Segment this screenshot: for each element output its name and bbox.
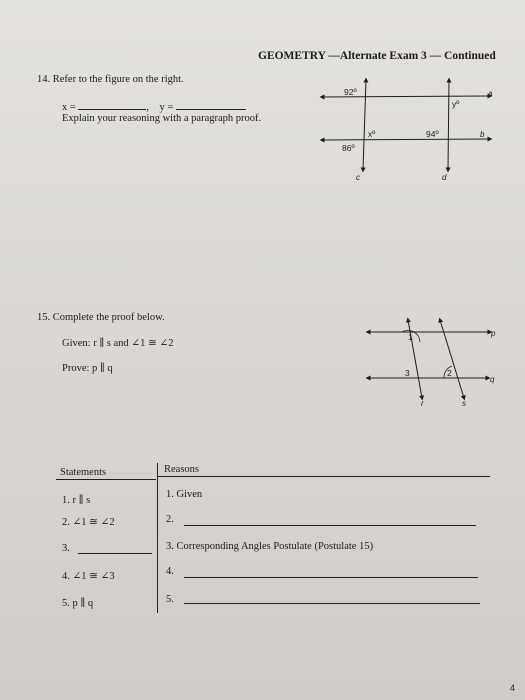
line-p-label: p: [491, 329, 496, 338]
line-b-label: b: [480, 130, 485, 139]
line-d: [448, 80, 449, 170]
line-c: [363, 80, 366, 170]
page-number: 4: [510, 683, 516, 693]
statement-4: 4. ∠1 ≅ ∠3: [62, 571, 115, 582]
reason-2-blank[interactable]: [184, 525, 476, 526]
statement-2: 2. ∠1 ≅ ∠2: [62, 517, 115, 528]
reason-4-blank[interactable]: [184, 577, 478, 578]
statement-5: 5. p ∥ q: [62, 598, 94, 609]
reason-2: 2.: [166, 514, 174, 525]
line-q-label: q: [490, 375, 495, 384]
angle-x-label: xº: [368, 129, 376, 139]
x-label: x =: [62, 102, 76, 113]
angle3-label: 3: [405, 368, 410, 378]
reason-5: 5.: [166, 594, 174, 605]
line-d-label: d: [442, 173, 447, 182]
y-label: y =: [159, 102, 174, 113]
q15-figure: [0, 290, 525, 420]
reason-3: 3. Corresponding Angles Postulate (Postulate 15): [166, 541, 374, 552]
q15-prove: Prove: p ∥ q: [62, 363, 113, 374]
statements-header-rule: [56, 479, 156, 480]
reason-5-blank[interactable]: [184, 603, 480, 604]
angle-86-label: 86º: [342, 143, 355, 153]
q15-prompt: 15. Complete the proof below.: [37, 312, 165, 323]
reason-1: 1. Given: [166, 489, 203, 500]
separator: ,: [146, 102, 150, 113]
line-s-label: s: [462, 399, 466, 408]
statement-1: 1. r ∥ s: [62, 495, 91, 506]
reasons-header-rule: [158, 476, 490, 477]
q14-prompt: 14. Refer to the figure on the right.: [37, 74, 184, 85]
statement-3: 3.: [62, 543, 70, 554]
line-a-label: a: [488, 89, 493, 98]
reasons-header: Reasons: [164, 464, 199, 475]
page-header: GEOMETRY —Alternate Exam 3 — Continued: [258, 50, 496, 62]
q14-explain: Explain your reasoning with a paragraph proof.: [62, 113, 262, 124]
statements-header: Statements: [60, 467, 107, 478]
line-c-label: c: [356, 173, 360, 182]
table-divider: [157, 463, 158, 613]
line-b: [322, 139, 490, 140]
reason-4: 4.: [166, 566, 174, 577]
angle2-label: 2: [447, 368, 452, 378]
q15-given: Given: r ∥ s and ∠1 ≅ ∠2: [62, 338, 174, 349]
q14-figure: [0, 0, 525, 260]
angle-94-label: 94º: [426, 129, 439, 139]
angle1-label: 1: [408, 332, 413, 342]
statement-3-blank[interactable]: [78, 553, 152, 554]
line-r-label: r: [421, 399, 424, 408]
angle-92-label: 92º: [344, 87, 357, 97]
angle-y-label: yº: [452, 99, 460, 109]
